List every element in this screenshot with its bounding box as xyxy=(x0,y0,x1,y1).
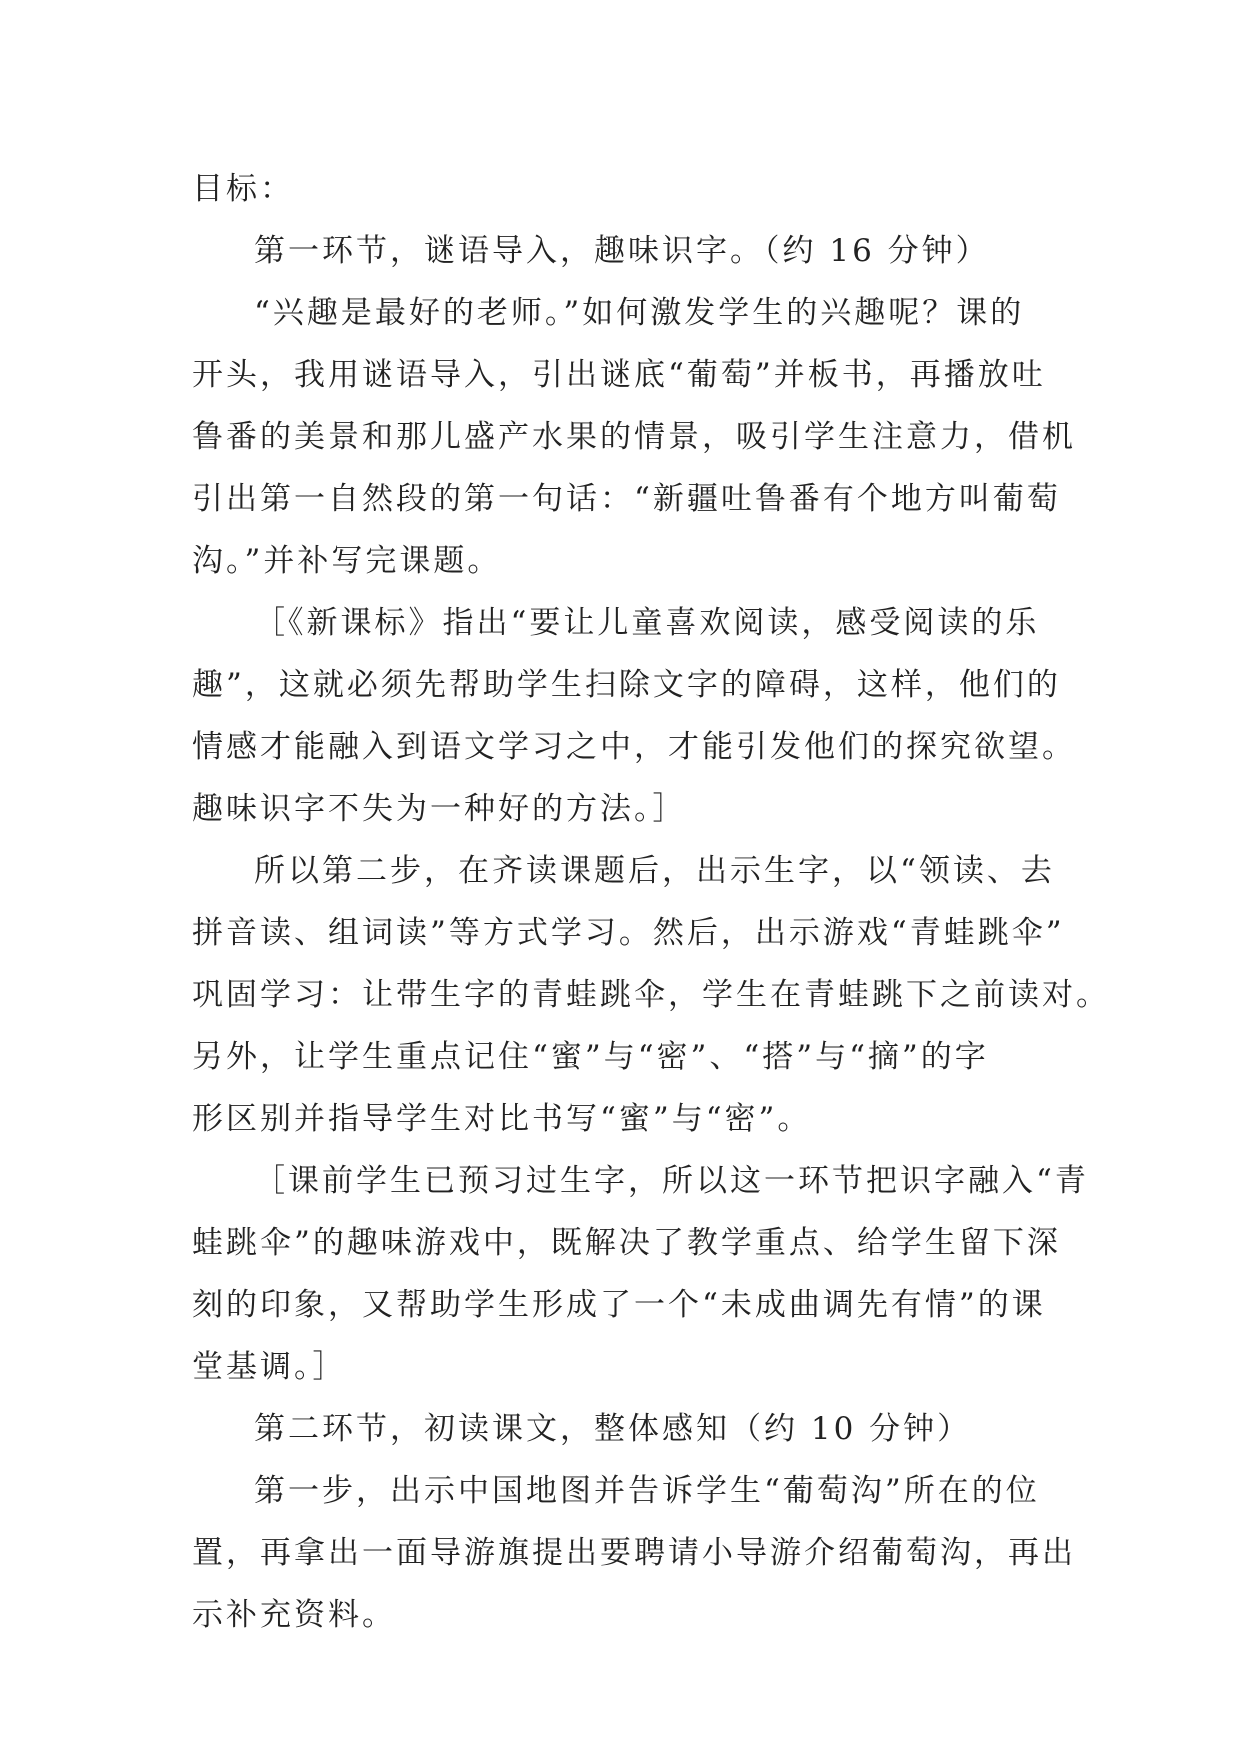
text-line: 另外，让学生重点记住“蜜”与“密”、“搭”与“摘”的字 xyxy=(192,1039,989,1075)
text-line: 鲁番的美景和那儿盛产水果的情景，吸引学生注意力，借机 xyxy=(192,419,1076,455)
text-line: 开头，我用谜语导入，引出谜底“葡萄”并板书，再播放吐 xyxy=(192,357,1046,393)
text-line: 趣味识字不失为一种好的方法。］ xyxy=(192,791,687,827)
text-line: 巩固学习：让带生字的青蛙跳伞，学生在青蛙跳下之前读对。 xyxy=(192,977,1110,1013)
text-line: 刻的印象，又帮助学生形成了一个“未成曲调先有情”的课 xyxy=(192,1287,1046,1323)
text-line: 拼音读、组词读”等方式学习。然后，出示游戏“青蛙跳伞” xyxy=(192,915,1065,951)
text-line: 情感才能融入到语文学习之中，才能引发他们的探究欲望。 xyxy=(192,729,1076,765)
text-line: “兴趣是最好的老师。”如何激发学生的兴趣呢？课的 xyxy=(254,295,1025,331)
text-line: ［课前学生已预习过生字，所以这一环节把识字融入“青 xyxy=(254,1163,1089,1199)
section-heading: 第二环节，初读课文，整体感知（约 10 分钟） xyxy=(254,1411,972,1447)
text-line: 趣”，这就必须先帮助学生扫除文字的障碍，这样，他们的 xyxy=(192,667,1061,703)
text-line: 置，再拿出一面导游旗提出要聘请小导游介绍葡萄沟，再出 xyxy=(192,1535,1076,1571)
section-heading: 第一环节，谜语导入，趣味识字。（约 16 分钟） xyxy=(254,233,990,269)
document-body xyxy=(192,158,1110,1646)
text-line: 沟。”并补写完课题。 xyxy=(192,543,502,579)
text-line: ［《新课标》指出“要让儿童喜欢阅读，感受阅读的乐 xyxy=(254,605,1040,641)
text-line: 第一步，出示中国地图并告诉学生“葡萄沟”所在的位 xyxy=(254,1473,1040,1509)
text-line: 引出第一自然段的第一句话：“新疆吐鲁番有个地方叫葡萄 xyxy=(192,481,1061,517)
text-line: 蛙跳伞”的趣味游戏中，既解决了教学重点、给学生留下深 xyxy=(192,1225,1061,1261)
text-line: 形区别并指导学生对比书写“蜜”与“密”。 xyxy=(192,1101,812,1137)
text-line: 目标： xyxy=(192,171,294,207)
text-line: 堂基调。］ xyxy=(192,1349,347,1385)
text-line: 示补充资料。 xyxy=(192,1597,396,1633)
text-line: 所以第二步，在齐读课题后，出示生字，以“领读、去 xyxy=(254,853,1055,889)
